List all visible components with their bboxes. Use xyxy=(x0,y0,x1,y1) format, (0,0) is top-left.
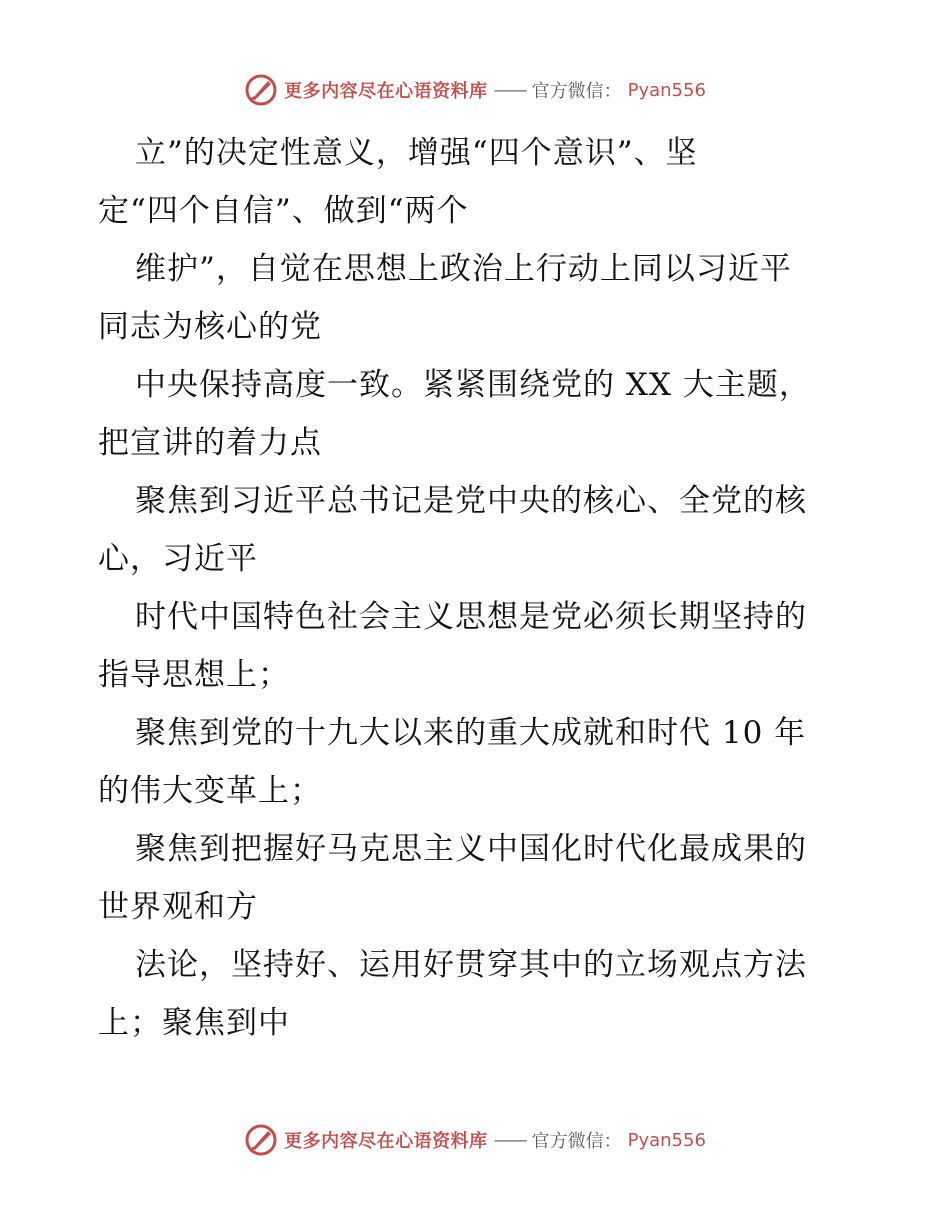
text-line: 同志为核心的党 xyxy=(98,309,322,345)
header-watermark xyxy=(0,70,950,110)
brand-text: 更多内容尽在心语资料库 xyxy=(284,81,488,102)
text-line: 法论，坚持好、运用好贯穿其中的立场观点方法 xyxy=(135,947,807,983)
text-line: 世界观和方 xyxy=(98,889,258,925)
footer-watermark xyxy=(0,1120,950,1160)
wechat-id: Pyan556 xyxy=(627,1129,706,1151)
official-wechat-label: 官方微信： xyxy=(531,1131,622,1152)
text-line: 心，习近平 xyxy=(98,541,258,577)
text-line: 上；聚焦到中 xyxy=(98,1005,290,1041)
brand-dash: —— xyxy=(493,79,526,101)
text-line: 时代中国特色社会主义思想是党必须长期坚持的 xyxy=(135,599,807,635)
text-line: 把宣讲的着力点 xyxy=(98,425,322,461)
brand-text: 更多内容尽在心语资料库 xyxy=(284,1131,488,1152)
wechat-id: Pyan556 xyxy=(627,79,706,101)
text-line: 聚焦到党的十九大以来的重大成就和时代 10 年 xyxy=(135,715,807,751)
text-line: 的伟大变革上； xyxy=(98,773,322,809)
text-line: 聚焦到习近平总书记是党中央的核心、全党的核 xyxy=(135,483,807,519)
quill-in-circle-icon xyxy=(244,1123,278,1157)
text-line: 指导思想上； xyxy=(98,657,290,693)
text-line: 立”的决定性意义，增强“四个意识”、坚 xyxy=(135,135,698,171)
text-line: 维护”，自觉在思想上政治上行动上同以习近平 xyxy=(135,251,792,287)
text-line: 中央保持高度一致。紧紧围绕党的 XX 大主题， xyxy=(135,367,811,403)
official-wechat-label: 官方微信： xyxy=(531,81,622,102)
text-line: 聚焦到把握好马克思主义中国化时代化最成果的 xyxy=(135,831,807,867)
brand-dash: —— xyxy=(493,1129,526,1151)
document-body xyxy=(98,124,858,1052)
quill-in-circle-icon xyxy=(244,73,278,107)
text-line: 定“四个自信”、做到“两个 xyxy=(98,193,469,229)
